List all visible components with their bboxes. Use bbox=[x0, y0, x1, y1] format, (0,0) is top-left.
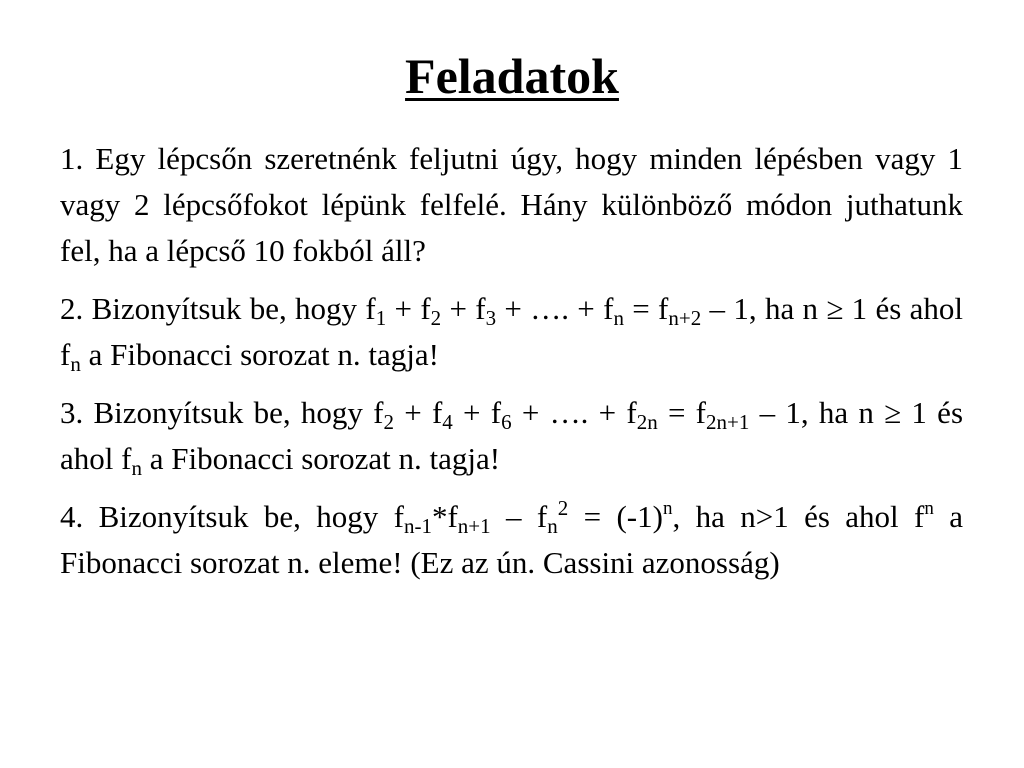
task-2-subscript: 1 bbox=[375, 306, 387, 330]
task-3-part: = f bbox=[657, 395, 707, 430]
task-3-subscript: 6 bbox=[501, 410, 512, 434]
slide-title bbox=[0, 48, 1024, 106]
task-3-part: + f bbox=[452, 395, 502, 430]
task-2-part: a Fibonacci sorozat n. tagja! bbox=[80, 337, 439, 372]
task-4-part: *f bbox=[431, 499, 458, 534]
task-3-part: + f bbox=[393, 395, 443, 430]
task-2-part: – 1, ha n ≥ 1 és ahol f bbox=[60, 291, 964, 372]
task-3-subscript: 2n+1 bbox=[706, 410, 750, 434]
task-3-part: – 1, ha n ≥ 1 és ahol f bbox=[60, 395, 964, 476]
task-4-part: 4. Bizonyítsuk be, hogy f bbox=[60, 499, 404, 534]
task-3-part: a Fibonacci sorozat n. tagja! bbox=[141, 441, 501, 476]
task-4-subscript: n+1 bbox=[457, 514, 491, 538]
task-4-part: , ha n>1 és ahol f bbox=[672, 499, 925, 534]
task-2-part: = f bbox=[623, 291, 669, 326]
task-1 bbox=[60, 136, 963, 274]
task-4-part: a Fibonacci sorozat n. eleme! (Ez az ún. Cassini azonosság) bbox=[60, 499, 964, 580]
task-2 bbox=[60, 286, 963, 378]
task-4 bbox=[60, 494, 963, 586]
task-3-part: + …. + f bbox=[511, 395, 637, 430]
task-2-part: + f bbox=[441, 291, 486, 326]
task-2-part: + f bbox=[386, 291, 431, 326]
task-4-superscript: n bbox=[924, 498, 934, 519]
task-2-subscript: n bbox=[613, 306, 624, 330]
task-2-subscript: n bbox=[70, 352, 81, 376]
task-3 bbox=[60, 390, 963, 482]
task-2-subscript: 2 bbox=[430, 306, 442, 330]
task-4-superscript: n bbox=[662, 498, 673, 519]
task-4-superscript: 2 bbox=[557, 496, 569, 520]
task-2-part: 2. Bizonyítsuk be, hogy f bbox=[60, 291, 376, 326]
task-3-subscript: n bbox=[131, 456, 142, 480]
task-3-subscript: 4 bbox=[442, 410, 453, 434]
task-1-text: 1. Egy lépcsőn szeretnénk feljutni úgy, hogy minden lépésben vagy 1 vagy 2 lépcsőfokot lépünk felfelé. Hány különböző módon juthatunk fel, ha a lépcső 10 fokból áll? bbox=[60, 141, 963, 268]
task-2-subscript: n+2 bbox=[668, 306, 702, 330]
task-2-subscript: 3 bbox=[485, 306, 497, 330]
slide-title-text: Feladatok bbox=[405, 48, 619, 104]
task-4-part: – f bbox=[490, 499, 548, 534]
task-4-part: = (-1) bbox=[568, 499, 663, 534]
task-3-subscript: 2n bbox=[636, 410, 658, 434]
task-4-subscript: n-1 bbox=[403, 514, 432, 538]
task-4-subscript: n bbox=[547, 514, 558, 538]
task-3-subscript: 2 bbox=[383, 410, 394, 434]
task-2-part: + …. + f bbox=[496, 291, 614, 326]
task-3-part: 3. Bizonyítsuk be, hogy f bbox=[60, 395, 384, 430]
task-list bbox=[60, 136, 963, 598]
